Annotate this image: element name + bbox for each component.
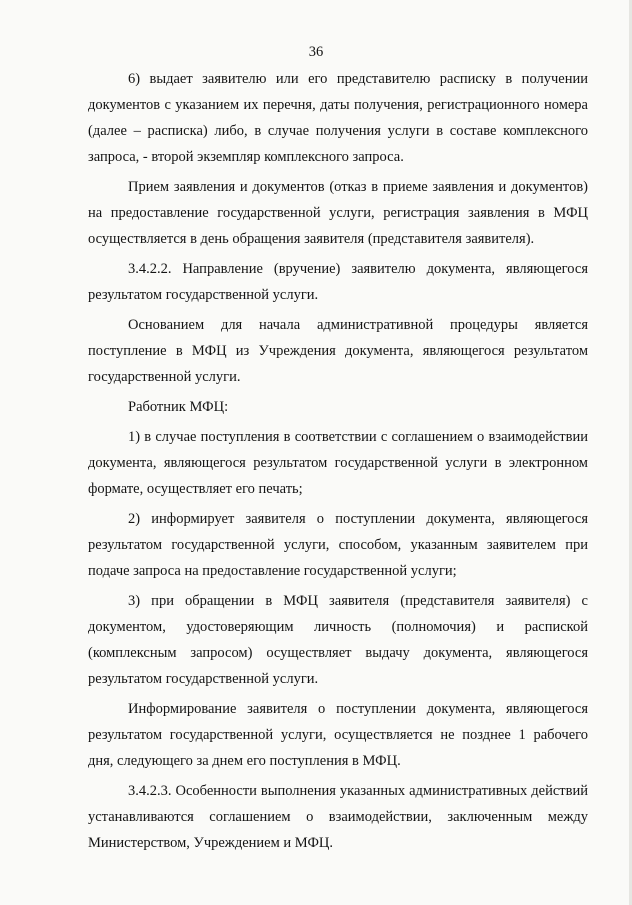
paragraph-section-3-4-2-2: 3.4.2.2. Направление (вручение) заявителю документа, являющегося результатом государственной услуги. (88, 261, 588, 303)
paragraph-mfc-worker: Работник МФЦ: (128, 399, 229, 415)
paragraph-informing-deadline: Информирование заявителя о поступлении документа, являющегося результатом государственной услуги, осуществляется не позднее 1 рабочего дня, следующего за днем его поступления в МФЦ. (88, 701, 588, 769)
document-body (88, 66, 588, 860)
paragraph-section-3-4-2-3: 3.4.2.3. Особенности выполнения указанных административных действий устанавливаются соглашением о взаимодействии, заключенным между Министерством, Учреждением и МФЦ. (88, 783, 588, 851)
paragraph-procedure-basis: Основанием для начала административной процедуры является поступление в МФЦ из Учреждения документа, являющегося результатом государственной услуги. (88, 317, 588, 385)
paragraph-issue-receipt: 6) выдает заявителю или его представителю расписку в получении документов с указанием их перечня, даты получения, регистрационного номера (далее – расписка) либо, в случае получения услуги в составе комплексного запроса, - второй экземпляр комплексного запроса. (88, 71, 588, 165)
list-item-2-inform: 2) информирует заявителя о поступлении документа, являющегося результатом государственной услуги, способом, указанным заявителем при подаче запроса на предоставление государственной услуги; (88, 511, 588, 579)
paragraph-application-intake: Прием заявления и документов (отказ в приеме заявления и документов) на предоставление государственной услуги, регистрация заявления в МФЦ осуществляется в день обращения заявителя (представителя заявителя). (88, 179, 588, 247)
page-number: 36 (308, 44, 324, 60)
list-item-1-print: 1) в случае поступления в соответствии с соглашением о взаимодействии документа, являющегося результатом государственной услуги в электронном формате, осуществляет его печать; (88, 429, 588, 497)
list-item-3-issue: 3) при обращении в МФЦ заявителя (представителя заявителя) с документом, удостоверяющим личность (полномочия) и распиской (комплексным запросом) осуществляет выдачу документа, являющегося результатом государственной услуги. (88, 593, 588, 687)
